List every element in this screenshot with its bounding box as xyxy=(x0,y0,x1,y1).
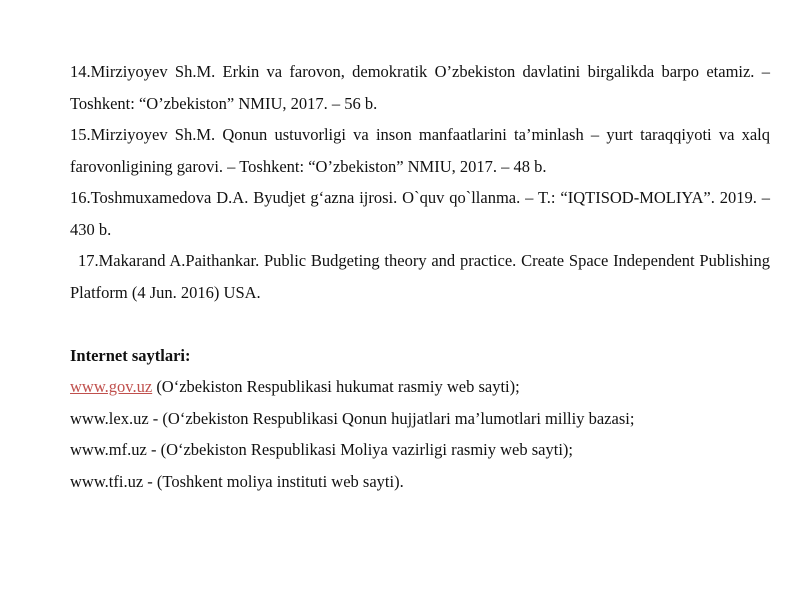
site-url: www.lex.uz xyxy=(70,408,149,428)
site-line-gov xyxy=(70,371,770,403)
reference-14 xyxy=(70,56,770,119)
reference-number: 14. xyxy=(70,62,91,81)
reference-text: Makarand A.Paithankar. Public Budgeting theory and practice. Create Space Independent Publishing Platform (4 Jun. 2016) USA. xyxy=(70,251,770,302)
reference-number: 16. xyxy=(70,188,91,207)
reference-16 xyxy=(70,182,770,245)
site-description: (O‘zbekiston Respublikasi hukumat rasmiy web sayti); xyxy=(152,377,520,396)
gov-uz-link[interactable]: www.gov.uz xyxy=(70,377,153,396)
site-description: - (O‘zbekiston Respublikasi Moliya vazirligi rasmiy web sayti); xyxy=(146,440,573,459)
reference-17 xyxy=(70,245,770,308)
site-url: www.mf.uz xyxy=(70,440,147,459)
site-description: - (O‘zbekiston Respublikasi Qonun hujjatlari ma’lumotlari milliy bazasi; xyxy=(148,408,635,428)
internet-section-title: Internet saytlari: xyxy=(70,345,191,365)
reference-text: Mirziyoyev Sh.M. Qonun ustuvorligi va inson manfaatlarini ta’minlash – yurt taraqqiyoti va xalq farovonligining garovi. – Toshkent: “O’zbekiston” NMIU, 2017. – 48 b. xyxy=(70,125,770,176)
section-spacer xyxy=(70,308,770,340)
site-line-lex xyxy=(70,403,770,435)
reference-15 xyxy=(70,119,770,182)
site-url: www.tfi.uz xyxy=(70,471,144,491)
reference-text: Toshmuxamedova D.A. Byudjet g‘azna ijrosi. O`quv qo`llanma. – T.: “IQTISOD-MOLIYA”. 2019. – 430 b. xyxy=(70,188,770,239)
document-page xyxy=(70,56,770,497)
site-description: - (Toshkent moliya instituti web sayti). xyxy=(143,471,404,491)
site-line-tfi xyxy=(70,466,770,498)
reference-number: 15. xyxy=(70,125,91,144)
reference-number: 17. xyxy=(78,251,99,270)
site-line-mf xyxy=(70,434,770,466)
reference-text: Mirziyoyev Sh.M. Erkin va farovon, demokratik O’zbekiston davlatini birgalikda barpo etamiz. – Toshkent: “O’zbekiston” NMIU, 2017. – 56 b. xyxy=(70,62,770,113)
